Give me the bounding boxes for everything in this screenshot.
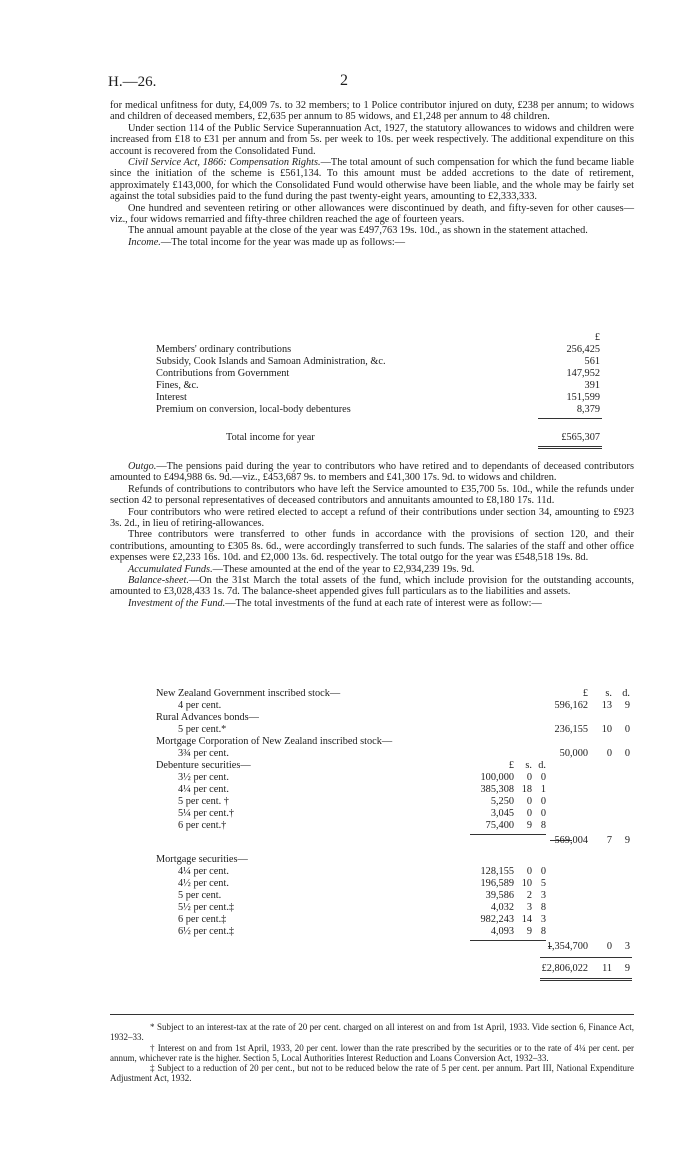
- paragraph-text: —The total amount of such compensation for which the fund became liable since the initiation of the scheme is £561,134. To this amount must be added accretions to the date of retirement, approximately £143,000, for which the Consolidated Fund would otherwise have been liable, and the whole may be fairly set against the total subsidies paid to the fund during the past twenty-eight years, amounting to £2,333,333.: [110, 157, 634, 203]
- income-value: 561: [584, 356, 600, 367]
- mortgage-pounds: 128,155: [480, 866, 514, 877]
- income-currency-head: £: [594, 332, 600, 343]
- income-total-value: £565,307: [561, 432, 600, 443]
- debenture-pounds: 3,045: [490, 808, 514, 819]
- mortgage-rate: 6 per cent.‡: [178, 914, 227, 925]
- paragraph: One hundred and seventeen retiring or other allowances were discontinued by death, and fifty-seven for other causes—viz., four widows remarried and fifty-three children reached the age of fourteen years.: [110, 202, 634, 226]
- paragraph: [110, 461, 634, 484]
- grand-total-rule: [540, 957, 632, 958]
- income-label: Contributions from Government: [156, 368, 290, 379]
- paragraph: [110, 598, 634, 609]
- paragraph: [110, 575, 634, 598]
- debenture-pounds: 100,000: [480, 772, 514, 783]
- mortgage-pence: 0: [540, 866, 546, 877]
- mortgage-pence: 8: [540, 902, 546, 913]
- paragraph: Four contributors who were retired elected to accept a refund of their contributions under section 34, amounting to £923 3s. 2d., in lieu of retiring-allowances.: [110, 506, 634, 530]
- grand-total-pounds: £2,806,022: [541, 963, 588, 974]
- income-rule: [538, 418, 602, 419]
- paragraph-text: —These amounted at the end of the year to £2,934,239 19s. 9d.: [212, 563, 475, 575]
- mortgage-pence: 3: [540, 890, 546, 901]
- grand-total-double-rule: [540, 980, 632, 981]
- col-head-shillings: s.: [605, 688, 612, 699]
- footnote: * Subject to an interest-tax at the rate of 20 per cent. charged on all interest on and from 1st April, 1933. Vide section 6, Finance Act, 1932–33.: [110, 1022, 634, 1043]
- footnote: ‡ Subject to a reduction of 20 per cent., but not to be reduced below the rate of 5 per cent. per annum. Part III, National Expenditure Adjustment Act, 1932.: [110, 1063, 634, 1084]
- mortgage-rate: 5½ per cent.‡: [178, 902, 235, 913]
- income-value: 391: [584, 380, 600, 391]
- paragraph: Under section 114 of the Public Service Superannuation Act, 1927, the statutory allowances to widows and children were increased from £18 to £31 per annum and from 5s. per week to 10s. per week respectively. The additional expenditure on this account is recovered from the Consolidated Fund.: [110, 122, 634, 157]
- paragraph: [110, 157, 634, 203]
- paragraph-heading: Balance-sheet.: [128, 575, 189, 587]
- debenture-shillings: 0: [526, 796, 532, 807]
- mortgage-total-shillings: 0: [606, 941, 612, 952]
- mortgage-pence: 3: [540, 914, 546, 925]
- debenture-rate: 4¼ per cent.: [178, 784, 229, 795]
- income-value: 256,425: [566, 344, 600, 355]
- debenture-total-shillings: 7: [606, 835, 612, 846]
- debenture-total-pence: 9: [624, 835, 630, 846]
- income-label: Members' ordinary contributions: [156, 344, 292, 355]
- mortgage-rate: 4½ per cent.: [178, 878, 229, 889]
- paragraph-heading: Income.: [128, 236, 161, 248]
- mortgage-corp-heading: Mortgage Corporation of New Zealand inscribed stock—: [156, 736, 393, 747]
- mortgage-pence: 5: [540, 878, 546, 889]
- grand-total-pence: 9: [624, 963, 630, 974]
- mortgage-pounds: 196,589: [480, 878, 514, 889]
- rural-bonds-shillings: 10: [601, 724, 612, 735]
- col-head-pence: d.: [622, 688, 630, 699]
- debenture-pence: 0: [540, 796, 546, 807]
- paragraph-heading: Civil Service Act, 1866: Compensation Rights.: [128, 157, 321, 169]
- paragraph: The annual amount payable at the close of the year was £497,763 19s. 10d., as shown in the statement attached.: [128, 225, 588, 237]
- mortgage-shillings: 2: [526, 890, 532, 901]
- mortgage-pounds: 982,243: [480, 914, 514, 925]
- debenture-heading: Debenture securities—: [156, 760, 251, 771]
- mortgage-pounds: 39,586: [485, 890, 514, 901]
- debenture-shillings: 18: [521, 784, 532, 795]
- debenture-rate: 5¼ per cent.†: [178, 808, 235, 819]
- paragraph: [110, 564, 634, 575]
- income-value: 147,952: [566, 368, 600, 379]
- paragraph-heading: Investment of the Fund.: [128, 597, 226, 609]
- income-total-rule: [538, 446, 602, 447]
- grand-total-double-rule: [540, 978, 632, 979]
- nz-stock-shillings: 13: [601, 700, 612, 711]
- mortgage-pence: 8: [540, 926, 546, 937]
- debenture-pence: 8: [540, 820, 546, 831]
- mortgage-total-pence: 3: [624, 941, 630, 952]
- rural-bonds-pounds: 236,155: [554, 724, 588, 735]
- paragraph: Refunds of contributions to contributors who have left the Service amounted to £35,700 5s. 10d., while the refunds under section 42 to personal representatives of deceased contributors and annuitants amounted to £8,180 17s. 11d.: [110, 483, 634, 507]
- paragraph: Three contributors were transferred to other funds in accordance with the provisions of section 120, and their contributions, amounting to £305 8s. 6d., were accordingly transferred to such funds. The salaries of the staff and other office expenses were £2,233 16s. 10d. and £2,000 13s. 6d. respectively. The total outgo for the year was £548,518 19s. 8d.: [110, 529, 634, 564]
- debenture-rate: 5 per cent. †: [178, 796, 229, 807]
- mortgage-shillings: 3: [526, 902, 532, 913]
- paragraph-text: —The total income for the year was made up as follows:—: [160, 236, 406, 248]
- income-label: Fines, &c.: [156, 380, 199, 391]
- debenture-pounds: 385,308: [480, 784, 514, 795]
- sub-col-head-pence: d.: [538, 760, 546, 771]
- debenture-pounds: 75,400: [485, 820, 514, 831]
- debenture-shillings: 0: [526, 772, 532, 783]
- income-label: Interest: [156, 392, 187, 403]
- nz-stock-rate: 4 per cent.: [178, 700, 222, 711]
- income-total-label: Total income for year: [226, 432, 315, 443]
- debenture-rate: 6 per cent.†: [178, 820, 227, 831]
- debenture-pence: 0: [540, 808, 546, 819]
- debenture-shillings: 0: [526, 808, 532, 819]
- mortgage-rate: 6½ per cent.‡: [178, 926, 235, 937]
- income-label: Subsidy, Cook Islands and Samoan Administration, &c.: [156, 356, 386, 367]
- mortgage-rate: 5 per cent.: [178, 890, 222, 901]
- page-number: 2: [340, 72, 348, 89]
- mortgage-shillings: 10: [521, 878, 532, 889]
- document-reference: H.—26.: [108, 74, 157, 90]
- paragraph-heading: Accumulated Funds.: [128, 563, 213, 575]
- debenture-rate: 3½ per cent.: [178, 772, 229, 783]
- income-label: Premium on conversion, local-body debentures: [156, 404, 351, 415]
- mortgage-pounds: 4,093: [490, 926, 514, 937]
- income-value: 151,599: [566, 392, 600, 403]
- mortgage-shillings: 0: [526, 866, 532, 877]
- rural-bonds-pence: 0: [624, 724, 630, 735]
- income-value: 8,379: [576, 404, 600, 415]
- body-text-top: [110, 100, 634, 248]
- mortgage-rate: 4¼ per cent.: [178, 866, 229, 877]
- footnote-separator: [110, 1014, 634, 1015]
- income-total-rule: [538, 448, 602, 449]
- paragraph: for medical unfitness for duty, £4,009 7s. to 32 members; to 1 Police contributor injured on duty, £238 per annum; to widows and children of deceased members, £2,635 per annum to 85 widows, and £1,248 per annum to 48 children.: [110, 100, 634, 123]
- mortgage-total-pounds: 1,354,700: [546, 941, 588, 952]
- grand-total-shillings: 11: [602, 963, 612, 974]
- debenture-shillings: 9: [526, 820, 532, 831]
- rural-bonds-rate: 5 per cent.*: [178, 724, 227, 735]
- mortgage-corp-shillings: 0: [606, 748, 612, 759]
- body-text-middle: [110, 461, 634, 609]
- footnotes: [110, 1022, 634, 1084]
- nz-stock-pence: 9: [624, 700, 630, 711]
- debenture-total-pounds: 569,004: [554, 835, 588, 846]
- rural-bonds-heading: Rural Advances bonds—: [156, 712, 259, 723]
- paragraph: [110, 237, 634, 248]
- mortgage-corp-pence: 0: [624, 748, 630, 759]
- paragraph-text: —The total investments of the fund at each rate of interest were as follow:—: [225, 597, 542, 609]
- sub-col-head-shillings: s.: [525, 760, 532, 771]
- mortgage-shillings: 14: [521, 914, 532, 925]
- nz-stock-heading: New Zealand Government inscribed stock—: [156, 688, 341, 699]
- mortgage-pounds: 4,032: [490, 902, 514, 913]
- mortgage-heading: Mortgage securities—: [156, 854, 248, 865]
- mortgage-corp-pounds: 50,000: [559, 748, 588, 759]
- debenture-pence: 1: [540, 784, 546, 795]
- paragraph-heading: Outgo.: [128, 461, 157, 472]
- mortgage-shillings: 9: [526, 926, 532, 937]
- debenture-pence: 0: [540, 772, 546, 783]
- footnote: † Interest on and from 1st April, 1933, 20 per cent. lower than the rate prescribed by the securities or to the rate of 4¼ per cent. per annum, whichever rate is the higher. Section 5, Local Authorities Interest Reduction and Loans Conversion Act, 1932–33.: [110, 1042, 634, 1063]
- paragraph-text: —On the 31st March the total assets of the fund, which include provision for the outstanding accounts, amounted to £3,028,433 1s. 7d. The balance-sheet appended gives full particulars as to the liabilities and assets.: [110, 575, 634, 598]
- mortgage-corp-rate: 3¾ per cent.: [178, 748, 229, 759]
- paragraph-text: —The pensions paid during the year to contributors who have retired and to dependants of deceased contributors amounted to £494,988 6s. 9d.—viz., £453,687 9s. to members and £41,300 17s. 9d. to widows and children.: [110, 461, 634, 484]
- debenture-pounds: 5,250: [490, 796, 514, 807]
- col-head-pounds: £: [582, 688, 588, 699]
- sub-col-head-pounds: £: [508, 760, 514, 771]
- nz-stock-pounds: 596,162: [554, 700, 588, 711]
